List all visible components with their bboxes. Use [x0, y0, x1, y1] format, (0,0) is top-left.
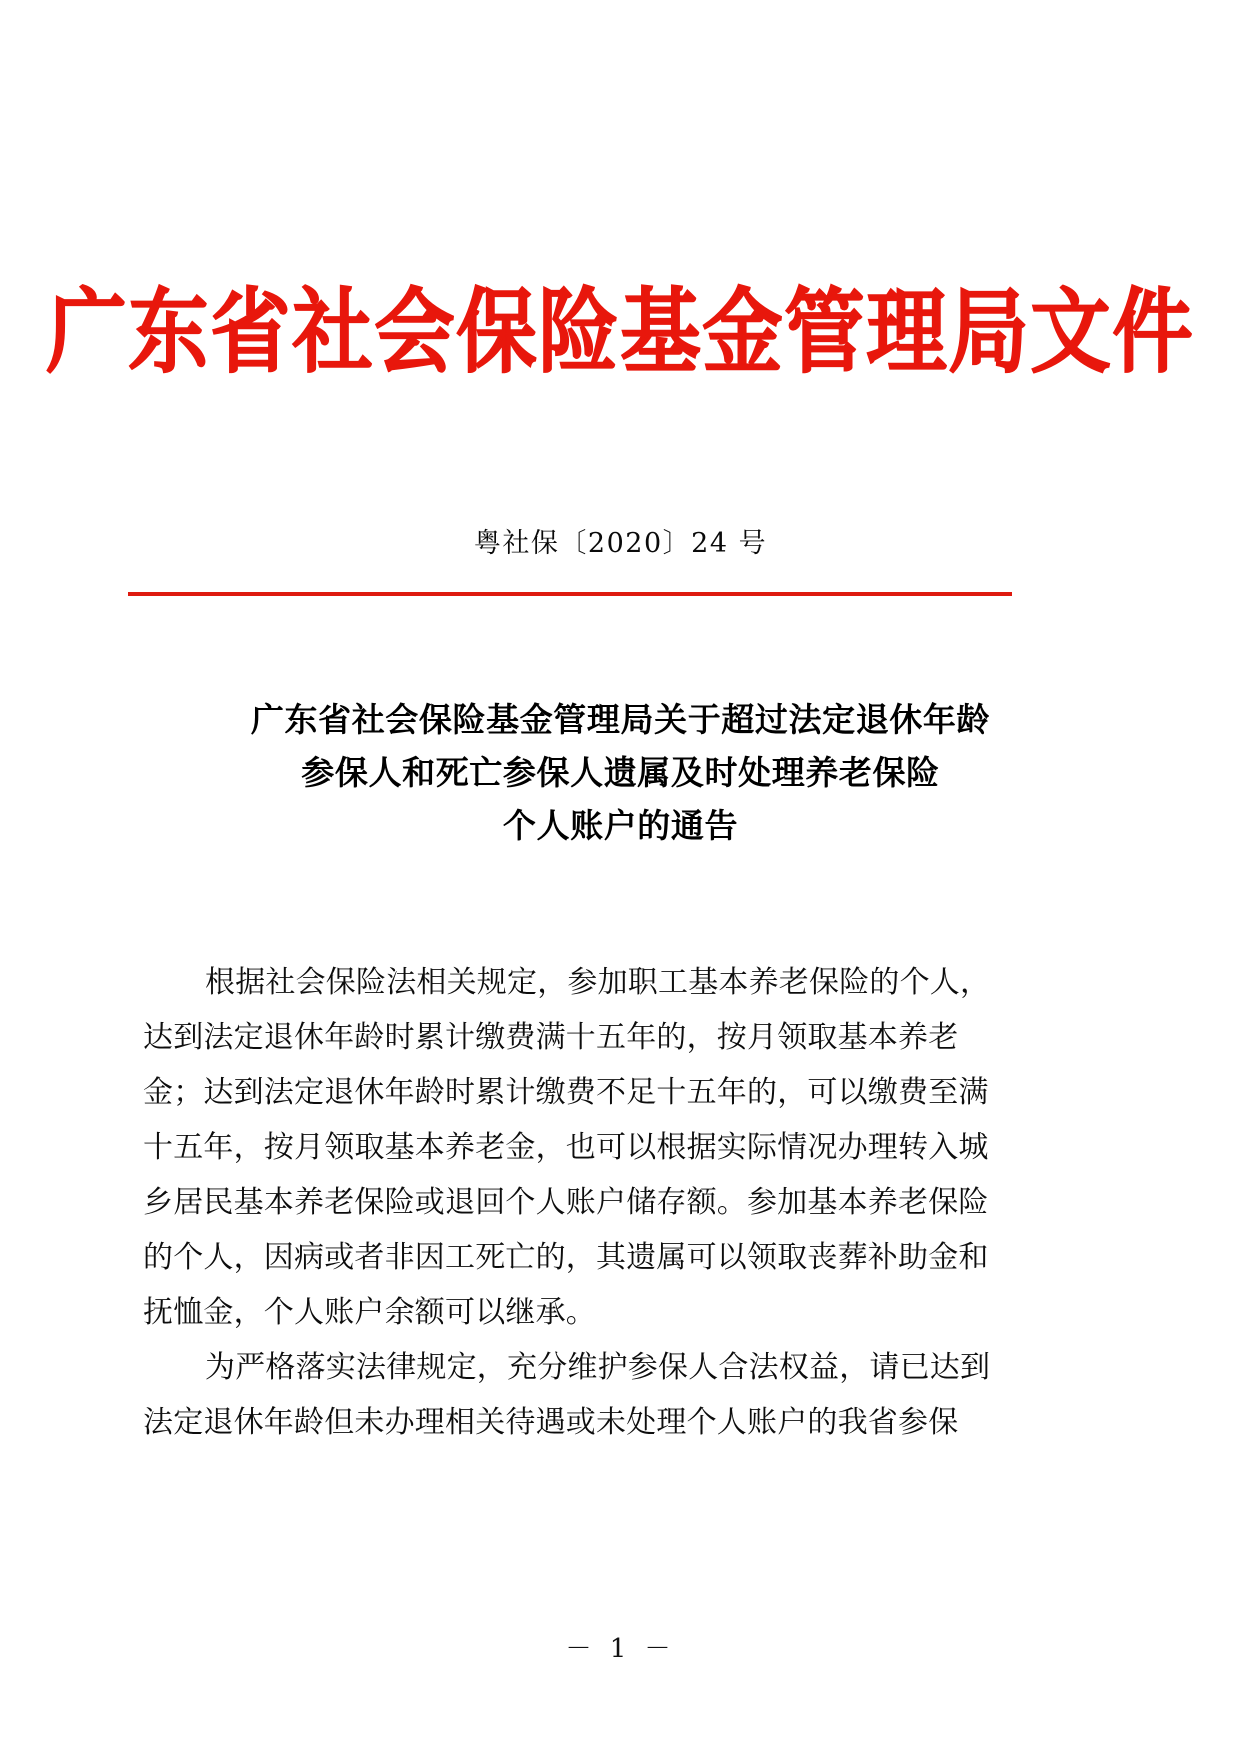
document-title-line-1: 广东省社会保险基金管理局关于超过法定退休年龄 — [250, 700, 991, 739]
body-line: 法定退休年龄但未办理相关待遇或未处理个人账户的我省参保 — [143, 1405, 959, 1440]
page-number: － 1 － — [565, 1634, 676, 1664]
document-title-line-3: 个人账户的通告 — [502, 806, 739, 845]
masthead-title: 广东省社会保险基金管理局文件 — [46, 278, 1195, 386]
red-separator-rule — [128, 592, 1012, 596]
body-paragraph-2 — [143, 1340, 1095, 1450]
document-number: 粤社保〔2020〕24 号 — [473, 528, 768, 559]
document-title — [118, 693, 1123, 852]
body-line: 为严格落实法律规定，充分维护参保人合法权益，请已达到 — [205, 1350, 991, 1385]
body-line: 十五年，按月领取基本养老金，也可以根据实际情况办理转入城 — [143, 1130, 989, 1165]
document-masthead — [0, 278, 1241, 386]
document-body — [143, 955, 1095, 1450]
body-line: 根据社会保险法相关规定，参加职工基本养老保险的个人， — [205, 965, 991, 1000]
document-title-line-2: 参保人和死亡参保人遗属及时处理养老保险 — [301, 753, 940, 792]
body-line: 乡居民基本养老保险或退回个人账户储存额。参加基本养老保险 — [143, 1185, 989, 1220]
body-line: 达到法定退休年龄时累计缴费满十五年的，按月领取基本养老 — [143, 1020, 959, 1055]
body-paragraph-1 — [143, 955, 1095, 1340]
body-line: 金；达到法定退休年龄时累计缴费不足十五年的，可以缴费至满 — [143, 1075, 989, 1110]
body-line: 抚恤金，个人账户余额可以继承。 — [143, 1295, 596, 1330]
body-line: 的个人，因病或者非因工死亡的，其遗属可以领取丧葬补助金和 — [143, 1240, 989, 1275]
